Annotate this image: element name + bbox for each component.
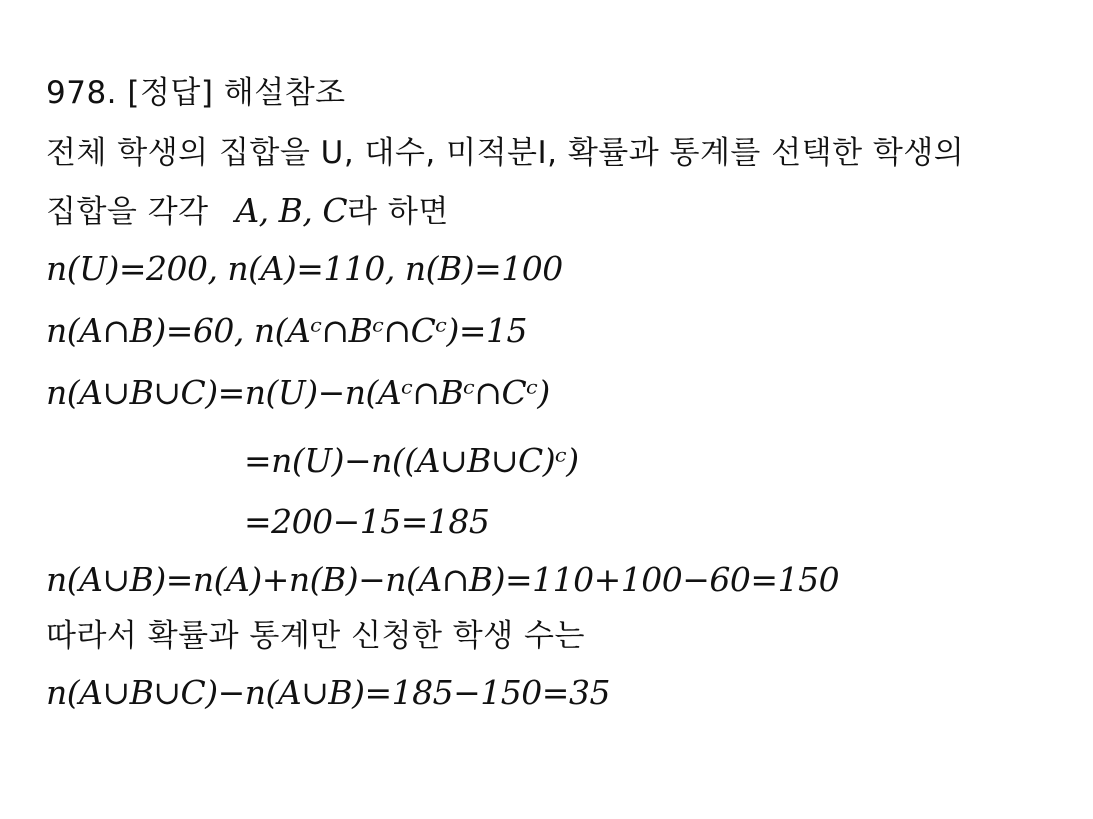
- union-step-3: =200−15=185: [244, 502, 490, 541]
- problem-heading: 978. [정답] 해설참조: [46, 75, 346, 111]
- intro-line-1: 전체 학생의 집합을 U, 대수, 미적분Ⅰ, 확률과 통계를 선택한 학생의: [46, 135, 965, 171]
- conclusion-text: 따라서 확률과 통계만 신청한 학생 수는: [46, 618, 585, 654]
- given-equation-2: n(A∩B)=60, n(Aᶜ∩Bᶜ∩Cᶜ)=15: [46, 311, 528, 350]
- intro-line-2: [46, 191, 449, 232]
- final-equation: n(A∪B∪C)−n(A∪B)=185−150=35: [46, 673, 610, 712]
- intro-line-2-text: 집합을 각각: [46, 194, 209, 230]
- intro-line-2-tail: 라 하면: [347, 194, 449, 230]
- union-step-2: =n(U)−n((A∪B∪C)ᶜ): [244, 441, 579, 480]
- intro-line-2-sets: A, B, C: [235, 191, 348, 230]
- union-step-1: n(A∪B∪C)=n(U)−n(Aᶜ∩Bᶜ∩Cᶜ): [46, 373, 550, 412]
- given-equation-1: n(U)=200, n(A)=110, n(B)=100: [46, 249, 563, 288]
- ab-union-equation: n(A∪B)=n(A)+n(B)−n(A∩B)=110+100−60=150: [46, 560, 840, 599]
